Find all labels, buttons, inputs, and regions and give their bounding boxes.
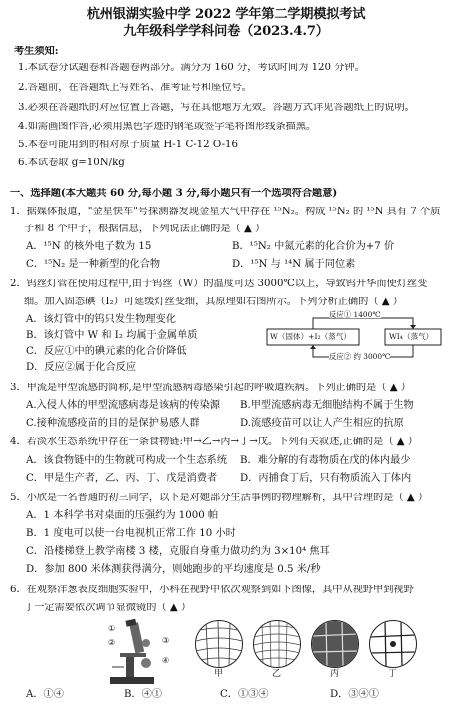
view-label-yi: 乙 <box>272 669 282 679</box>
cells-ding-svg <box>370 621 416 667</box>
view-ding <box>369 620 417 668</box>
q3-stem: 3．甲流是甲型流感的简称,是甲型流感病毒感染引起的呼吸道疾病。下列正确的是（ ▲ ） <box>10 383 411 393</box>
q1-option-a: A．¹⁵N 的核外电子数为 15 <box>26 241 152 252</box>
q4-option-b: B．难分解的有毒物质在戊的体内最少 <box>240 455 411 466</box>
q1-option-d: D．¹⁵N 与 ¹⁴N 属于同位素 <box>232 259 356 270</box>
section-heading: 一、选择题(本大题共 60 分,每小题 3 分,每小题只有一个选项符合题意) <box>10 188 338 199</box>
q1-stem-line2: 子和 8 个中子，根据信息，下列说法正确的是（ ▲ ） <box>24 224 266 234</box>
q2-stem-line1: 2．钨丝灯管在使用过程中,由于钨丝（W）的温度可达 3000℃以上，导致钨升华而使灯丝变 <box>10 279 428 289</box>
view-yi <box>253 620 301 668</box>
notice-heading: 考生须知: <box>14 46 59 57</box>
q4-option-a: A．该食物链中的生物就可构成一个生态系统 <box>26 455 227 466</box>
exam-subtitle: 九年级科学学科问卷（2023.4.7） <box>123 24 329 39</box>
q4-stem: 4．若淡水生态系统中存在一条食物链:甲→乙→丙→丁→戊。下列有关叙述,正确的是（ ▲ ） <box>10 437 418 447</box>
q6-stem-line1: 6．在观察洋葱表皮细胞实验中，小科在视野中依次观察到如下图像，其中从视野甲到视野 <box>10 585 414 595</box>
q3-option-c: C.接种流感疫苗的目的是保护易感人群 <box>26 418 200 429</box>
exam-title: 杭州银湖实验中学 2022 学年第二学期模拟考试 <box>86 7 366 22</box>
view-label-ding: 丁 <box>388 669 398 679</box>
microscope-illustration <box>102 617 180 687</box>
q2-option-a: A．该灯管中的钨只发生物理变化 <box>26 314 176 325</box>
microscope-label: ② <box>108 638 116 647</box>
diagram-left-box: W（固体）+I₂（蒸气） <box>270 332 351 341</box>
q5-option-d: D．参加 800 米体测获得满分，则她跑步的平均速度是 0.5 米/秒 <box>26 564 321 575</box>
q1-option-c: C．¹⁵N₂ 是一种新型的化合物 <box>26 259 161 270</box>
cells-bing-svg <box>312 621 358 667</box>
q6-stem-line2: 丁一定需要依次调节显微镜的（ ▲ ） <box>24 603 192 613</box>
q1-option-b: B．¹⁵N₂ 中氮元素的化合价为+7 价 <box>232 241 395 252</box>
q2-option-d: D．反应②属于化合反应 <box>26 362 137 373</box>
q5-option-b: B．1 度电可以使一台电视机正常工作 10 小时 <box>26 528 236 539</box>
diagram-reaction2-label: 反应② 约 3000℃ <box>329 352 391 361</box>
view-label-bing: 丙 <box>330 669 340 679</box>
reaction-cycle-diagram <box>265 311 445 365</box>
q2-option-c: C．反应①中的碘元素的化合价降低 <box>26 346 187 357</box>
q3-option-a: A.入侵人体的甲型流感病毒是该病的传染源 <box>26 400 220 411</box>
notice-item: 4.如需画图作答,必须用黑色字迹的钢笔或签字笔将图形线条描黑。 <box>18 122 317 132</box>
q2-stem-line2: 细。加入固态碘（I₂）可延缓灯丝变细，其原理如右图所示。下列分析正确的（ ▲ ） <box>24 297 403 307</box>
notice-item: 1.本试卷分试题卷和答题卷两部分。满分为 160 分，考试时间为 120 分钟。 <box>18 63 365 73</box>
q5-option-a: A．1 本科学书对桌面的压强约为 1000 帕 <box>26 510 219 521</box>
cells-yi-svg <box>254 621 300 667</box>
q4-option-c: C．甲是生产者，乙、丙、丁、戊是消费者 <box>26 473 218 484</box>
q5-option-c: C．沿楼梯登上教学南楼 3 楼，克服自身重力做功约为 3×10⁴ 焦耳 <box>26 546 330 557</box>
notice-item: 2.答题前，在答题纸上写姓名、准考证号和座位号。 <box>18 83 252 93</box>
microscope-label: ① <box>108 624 116 633</box>
diagram-right-box: WI₄（蒸气） <box>389 332 434 341</box>
microscope-label: ④ <box>162 656 170 665</box>
notice-item: 5.本卷可能用到的相对原子质量 H-1 C-12 O-16 <box>18 140 239 150</box>
q2-option-b: B．该灯管中 W 和 I₂ 均属于金属单质 <box>26 330 198 341</box>
q6-option-d: D．③④① <box>330 689 379 700</box>
cells-jia-svg <box>196 621 242 667</box>
microscope-label: ③ <box>162 636 170 645</box>
notice-item: 3.必须在答题纸的对应位置上答题，写在其他地方无效。答题方式详见答题纸上的说明。 <box>18 103 415 113</box>
notice-item: 6.本试卷取 g=10N/kg <box>18 158 125 168</box>
q4-option-d: D．丙捕食丁后，只有物质流入丁体内 <box>240 473 412 484</box>
view-bing <box>311 620 359 668</box>
q6-option-a: A．①④ <box>26 689 64 700</box>
q6-option-b: B．④① <box>124 689 163 700</box>
diagram-reaction1-label: 反应① 1400℃ <box>329 310 381 319</box>
q6-option-c: C．①③④ <box>220 689 269 700</box>
q5-stem: 5．小欣是一名普通的初三同学，以下是对她部分生活事例的物理解析，其中合理的是（ ▲ ） <box>10 493 429 503</box>
view-label-jia: 甲 <box>214 669 224 679</box>
view-jia <box>195 620 243 668</box>
q3-option-d: D.流感疫苗可以让人产生相应的抗原 <box>240 418 404 429</box>
q3-option-b: B.甲型流感病毒无细胞结构不属于生物 <box>240 400 414 411</box>
q1-stem-line1: 1．据媒体报道，"金星快车"号探测器发现金星大气中存在 ¹⁵N₂。构成 ¹⁵N₂ 的 ¹⁵N 具有 7 个质 <box>10 207 441 217</box>
